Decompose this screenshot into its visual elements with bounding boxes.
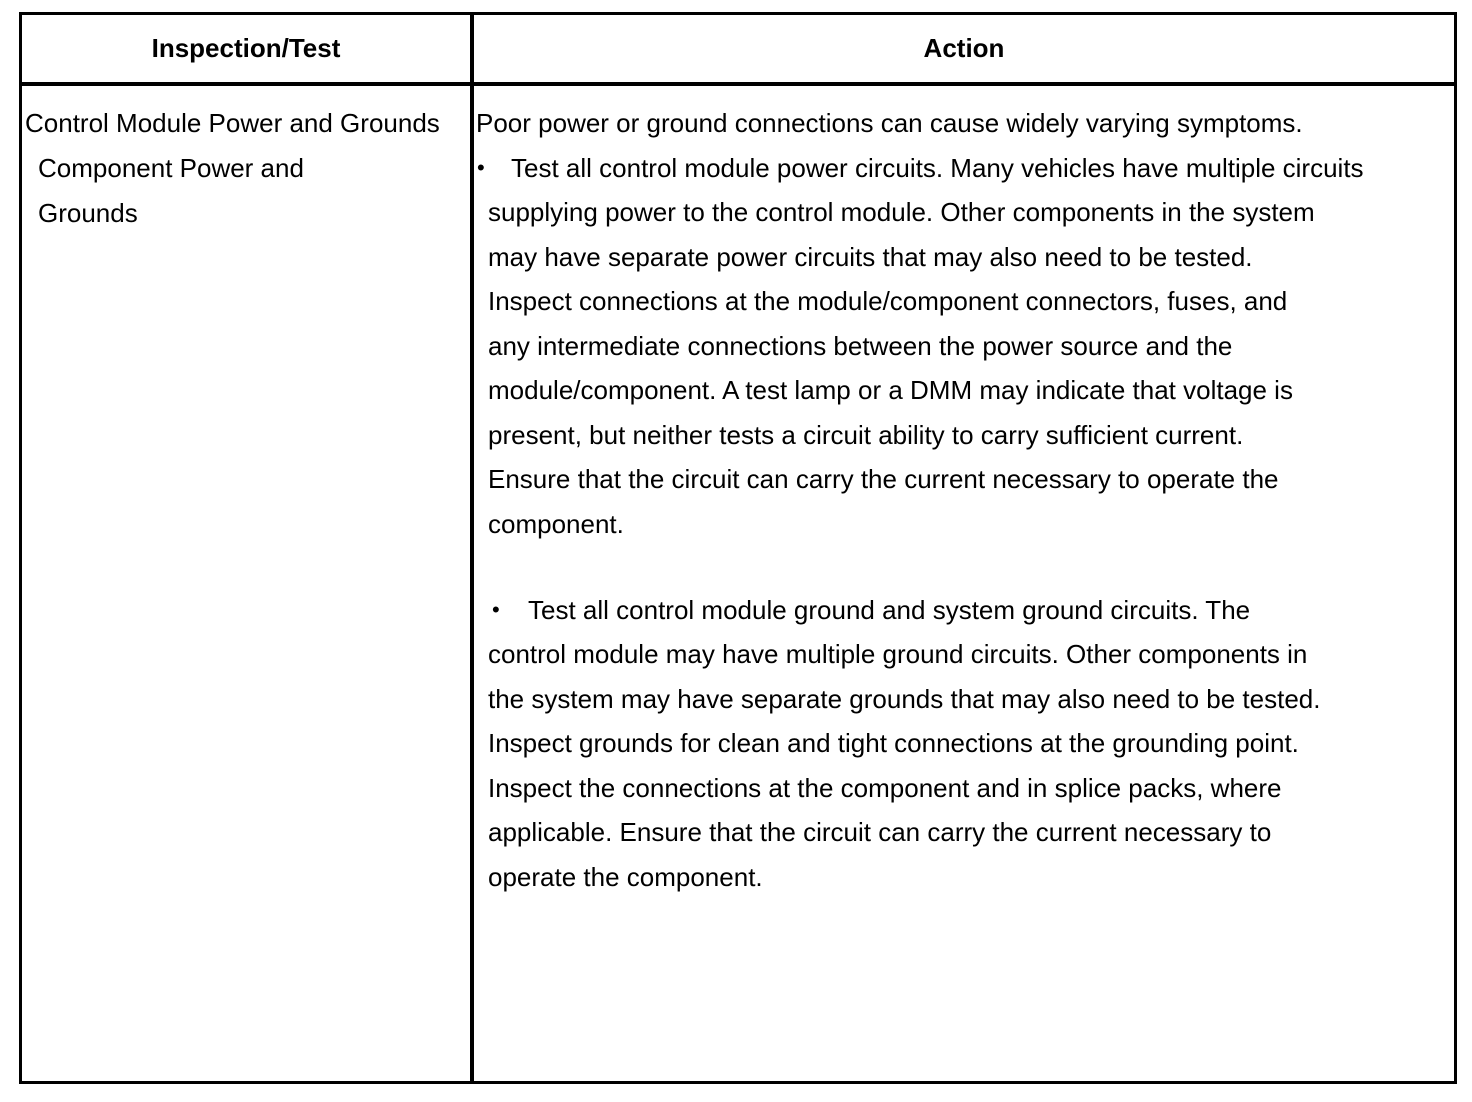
bullet-2-line: applicable. Ensure that the circuit can carry the current necessary to [488,817,1272,847]
bullet-1-line: supplying power to the control module. Other components in the system [488,197,1315,227]
bullet-1-line: module/component. A test lamp or a DMM may indicate that voltage is [488,375,1293,405]
action-intro: Poor power or ground connections can cause widely varying symptoms. [476,108,1303,138]
inspection-main-label: Control Module Power and Grounds [25,108,440,138]
inspection-sub-line: Grounds [38,197,138,228]
bullet-1-line: Ensure that the circuit can carry the current necessary to operate the [488,464,1279,494]
inspection-sub-label [38,146,304,235]
bullet-2-line: the system may have separate grounds that may also need to be tested. [488,683,1321,714]
header-rule [22,82,1454,86]
bullet-1-line: Inspect connections at the module/component connectors, fuses, and [488,286,1288,316]
bullet-1-first-line: Test all control module power circuits. Many vehicles have multiple circuits [511,153,1364,183]
bullet-2-line: Inspect grounds for clean and tight connections at the grounding point. [488,728,1299,758]
bullet-1-line: component. [488,508,624,539]
bullet-2-text [488,632,1320,899]
bullet-1-text [488,190,1315,546]
header-action: Action [923,33,1005,63]
bullet-1-line: any intermediate connections between the power source and the [488,330,1233,361]
bullet-icon: • [477,155,485,180]
inspection-table [19,12,1457,1084]
bullet-2-line: operate the component. [488,861,763,892]
bullet-2-line: Inspect the connections at the component and in splice packs, where [488,772,1282,803]
bullet-1-line: may have separate power circuits that may also need to be tested. [488,241,1253,272]
bullet-1-line: present, but neither tests a circuit ability to carry sufficient current. [488,419,1244,450]
header-inspection-test: Inspection/Test [151,33,341,63]
inspection-sub-line: Component Power and [38,153,304,183]
bullet-icon: • [492,597,500,622]
bullet-2-line: control module may have multiple ground circuits. Other components in [488,639,1308,669]
column-divider [470,15,474,1081]
bullet-2-first-line: Test all control module ground and system ground circuits. The [528,595,1251,625]
